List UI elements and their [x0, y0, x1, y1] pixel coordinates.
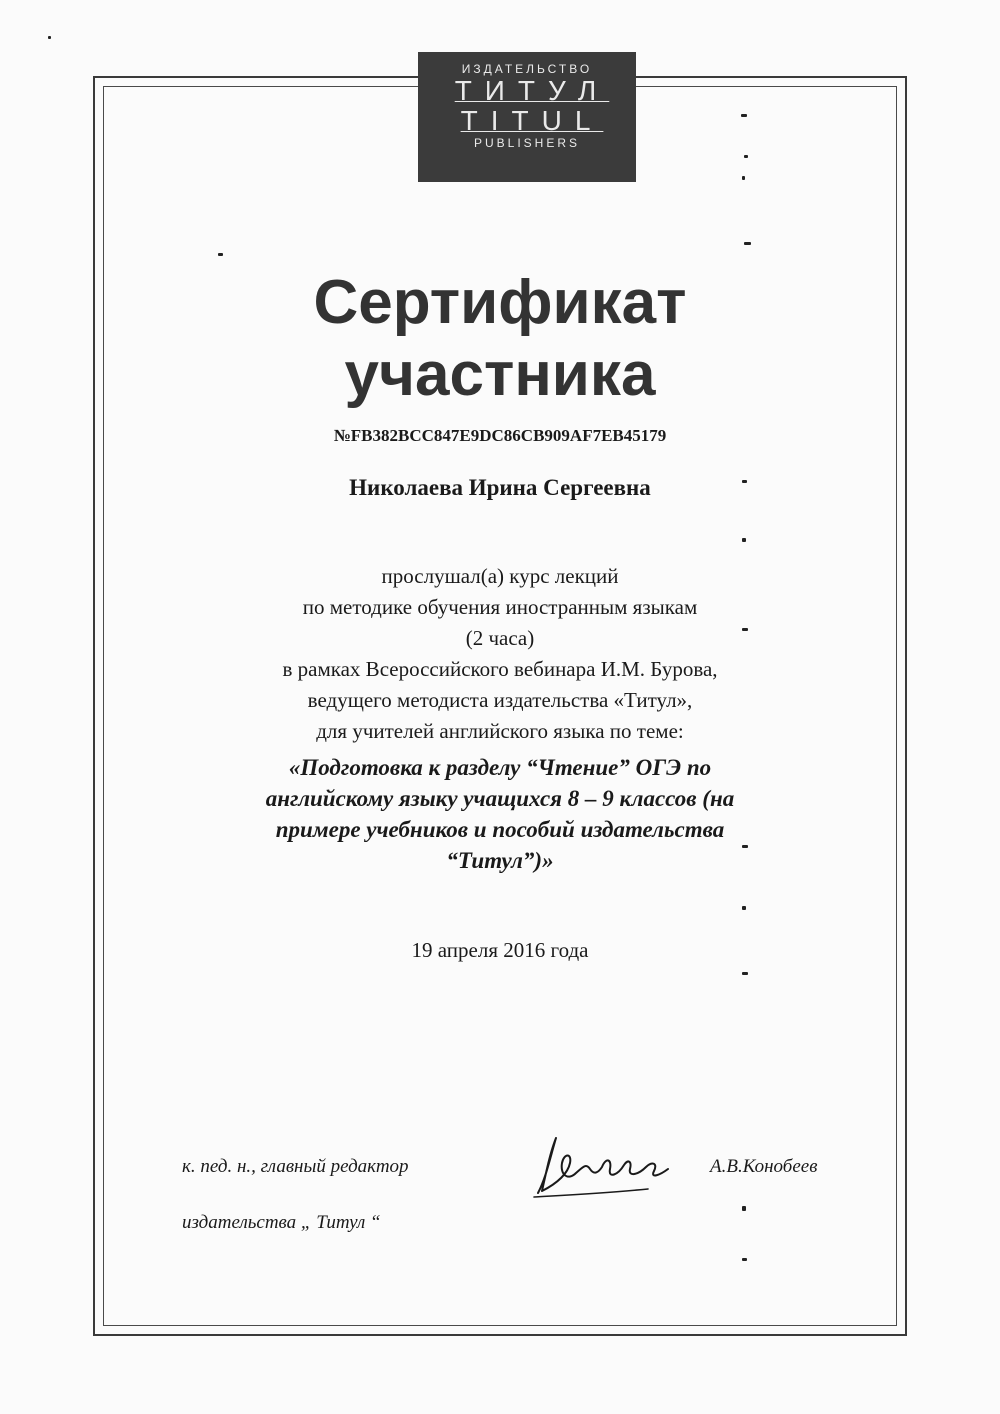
webinar-topic [0, 752, 1000, 876]
topic-line: «Подготовка к разделу “Чтение” ОГЭ по [288, 755, 712, 780]
description-line: прослушал(а) курс лекций [381, 564, 619, 588]
scan-speck [742, 906, 746, 910]
scan-speck [48, 36, 51, 39]
scan-speck [742, 628, 748, 631]
topic-line: английскому языку учащихся 8 – 9 классов (на [265, 786, 735, 811]
signatory-role-line2: издательства „ Титул “ [182, 1212, 381, 1233]
handwritten-signature [528, 1123, 678, 1203]
issue-date: 19 апреля 2016 года [411, 938, 589, 962]
scan-speck [744, 242, 751, 245]
scan-speck [744, 155, 748, 158]
certificate-number: №FB382BCC847E9DC86CB909AF7EB45179 [333, 426, 667, 445]
scan-speck [742, 480, 747, 483]
scan-speck [742, 1258, 747, 1261]
scan-speck [742, 1206, 746, 1211]
signatory-name: А.В.Конобеев [710, 1156, 818, 1177]
description-line: по методике обучения иностранным языкам [302, 595, 698, 619]
signatory-role-line1: к. пед. н., главный редактор [182, 1156, 409, 1177]
scan-speck [742, 972, 748, 975]
logo-name-cyrillic: ТИТУЛ [454, 75, 610, 106]
topic-line: примере учебников и пособий издательства [275, 817, 725, 842]
scan-speck [741, 114, 747, 117]
scan-speck [218, 253, 223, 256]
scan-speck [742, 176, 745, 180]
logo-publishers-label: PUBLISHERS [473, 136, 581, 150]
logo-publisher-label: ИЗДАТЕЛЬСТВО [461, 62, 593, 76]
scan-speck [742, 845, 748, 848]
description-line: в рамках Всероссийского вебинара И.М. Бурова, [282, 657, 718, 681]
description-line: для учителей английского языка по теме: [316, 719, 684, 743]
certificate-title-line2: участника [344, 340, 656, 409]
description-line: ведущего методиста издательства «Титул», [307, 688, 693, 712]
logo-name-latin: TITUL [460, 105, 604, 136]
course-description [0, 561, 1000, 747]
certificate-title-line1: Сертификат [313, 268, 687, 337]
publisher-logo [418, 52, 636, 182]
scan-speck [742, 538, 746, 542]
recipient-name: Николаева Ирина Сергеевна [349, 475, 651, 500]
description-line: (2 часа) [465, 626, 535, 650]
topic-line: “Титул”)» [446, 848, 554, 873]
